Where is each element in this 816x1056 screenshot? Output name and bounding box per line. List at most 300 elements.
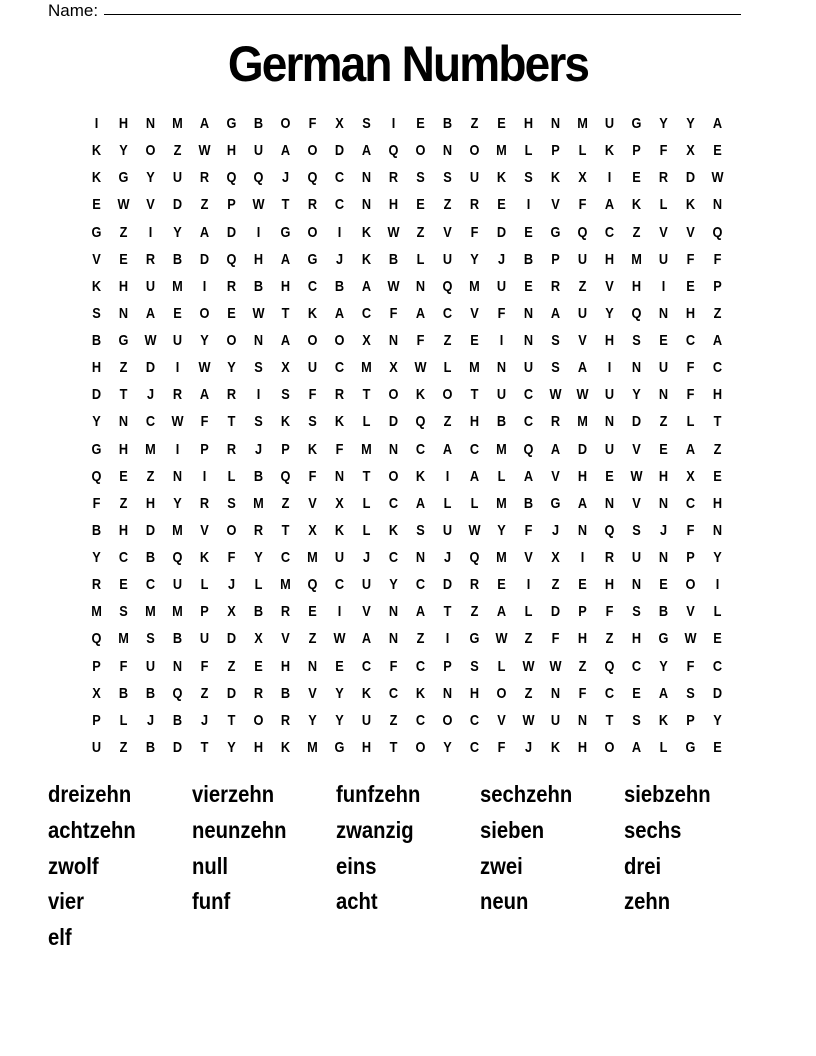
grid-letter: Q: [469, 549, 480, 567]
grid-letter: W: [522, 711, 535, 729]
grid-letter: U: [577, 304, 588, 322]
grid-letter: K: [415, 386, 426, 404]
grid-letter: B: [172, 250, 183, 268]
grid-letter: G: [118, 332, 129, 350]
grid-letter: R: [91, 576, 102, 594]
grid-letter: M: [469, 277, 480, 295]
grid-letter: X: [551, 549, 560, 567]
grid-letter: P: [92, 657, 101, 675]
grid-letter: U: [172, 332, 183, 350]
grid-letter: I: [715, 576, 720, 594]
grid-letter: I: [445, 630, 450, 648]
grid-letter: I: [337, 603, 342, 621]
grid-letter: L: [119, 711, 128, 729]
grid-letter: X: [335, 115, 344, 133]
grid-letter: A: [577, 359, 588, 377]
word-list-item: zwei: [480, 852, 523, 879]
grid-letter: Z: [713, 440, 722, 458]
word-list-item: vier: [48, 888, 85, 915]
grid-letter: B: [523, 494, 534, 512]
grid-letter: E: [713, 467, 722, 485]
grid-letter: E: [713, 738, 722, 756]
grid-letter: O: [415, 142, 426, 160]
grid-letter: D: [145, 521, 156, 539]
grid-letter: Z: [173, 142, 182, 160]
grid-letter: O: [685, 576, 696, 594]
grid-letter: T: [200, 738, 209, 756]
grid-letter: K: [91, 277, 102, 295]
grid-letter: E: [470, 332, 479, 350]
grid-letter: H: [523, 115, 534, 133]
grid-letter: S: [551, 359, 560, 377]
word-list-item: dreizehn: [48, 781, 132, 807]
grid-letter: S: [632, 332, 641, 350]
grid-letter: A: [442, 440, 453, 458]
grid-letter: Z: [578, 657, 587, 675]
grid-letter: Y: [227, 359, 236, 377]
grid-letter: C: [523, 413, 534, 431]
grid-letter: K: [334, 521, 345, 539]
grid-letter: N: [388, 603, 399, 621]
grid-letter: U: [496, 386, 507, 404]
grid-letter: F: [470, 223, 479, 241]
grid-letter: O: [334, 332, 345, 350]
grid-letter: N: [118, 413, 129, 431]
grid-letter: W: [387, 223, 400, 241]
grid-letter: Y: [713, 549, 722, 567]
grid-letter: A: [199, 223, 210, 241]
grid-letter: H: [604, 332, 615, 350]
grid-letter: N: [388, 630, 399, 648]
grid-letter: Q: [226, 250, 237, 268]
grid-letter: Y: [119, 142, 128, 160]
grid-letter: K: [415, 467, 426, 485]
word-list-item: zwolf: [48, 852, 99, 879]
grid-letter: Y: [605, 304, 614, 322]
grid-letter: L: [497, 467, 506, 485]
grid-letter: Z: [443, 332, 452, 350]
grid-letter: Z: [632, 223, 641, 241]
grid-letter: R: [145, 250, 156, 268]
grid-letter: N: [712, 196, 723, 214]
word-list-item: funf: [192, 888, 231, 915]
grid-letter: N: [442, 142, 453, 160]
grid-letter: V: [92, 250, 101, 268]
grid-letter: F: [578, 196, 587, 214]
grid-letter: B: [145, 684, 156, 702]
word-list-item: drei: [624, 852, 662, 879]
grid-letter: A: [550, 440, 561, 458]
grid-letter: N: [415, 549, 426, 567]
grid-letter: R: [253, 684, 264, 702]
grid-letter: O: [442, 386, 453, 404]
grid-letter: Y: [308, 711, 317, 729]
grid-letter: G: [685, 738, 696, 756]
grid-letter: I: [607, 359, 612, 377]
grid-letter: F: [686, 521, 695, 539]
grid-letter: L: [713, 603, 722, 621]
grid-letter: U: [172, 169, 183, 187]
grid-letter: L: [416, 250, 425, 268]
grid-letter: N: [523, 304, 534, 322]
grid-letter: A: [658, 684, 669, 702]
grid-letter: E: [659, 440, 668, 458]
grid-letter: Q: [577, 223, 588, 241]
grid-letter: G: [658, 630, 669, 648]
grid-letter: P: [713, 277, 722, 295]
grid-letter: W: [549, 386, 562, 404]
grid-letter: B: [253, 467, 264, 485]
grid-letter: K: [91, 142, 102, 160]
grid-letter: R: [469, 196, 480, 214]
grid-letter: N: [307, 657, 318, 675]
grid-letter: F: [686, 657, 695, 675]
grid-letter: M: [496, 440, 507, 458]
grid-letter: C: [631, 657, 642, 675]
grid-letter: R: [280, 603, 291, 621]
grid-letter: E: [308, 603, 317, 621]
grid-letter: I: [256, 386, 261, 404]
grid-letter: C: [469, 738, 480, 756]
grid-letter: I: [202, 467, 207, 485]
grid-letter: O: [388, 386, 399, 404]
grid-letter: R: [334, 386, 345, 404]
letter-grid: [83, 110, 731, 761]
grid-letter: H: [712, 386, 723, 404]
grid-letter: C: [334, 196, 345, 214]
grid-letter: V: [497, 711, 506, 729]
grid-letter: L: [254, 576, 263, 594]
grid-letter: W: [414, 359, 427, 377]
grid-letter: J: [335, 250, 344, 268]
grid-letter: V: [659, 223, 668, 241]
grid-letter: U: [253, 142, 264, 160]
grid-letter: H: [280, 657, 291, 675]
grid-letter: F: [551, 630, 560, 648]
grid-letter: J: [200, 711, 209, 729]
grid-letter: S: [119, 603, 128, 621]
grid-letter: P: [281, 440, 290, 458]
grid-letter: U: [658, 359, 669, 377]
grid-letter: T: [443, 603, 452, 621]
grid-letter: I: [661, 277, 666, 295]
word-list-item: sechzehn: [480, 781, 573, 807]
grid-letter: N: [550, 684, 561, 702]
grid-letter: R: [550, 277, 561, 295]
grid-letter: M: [361, 440, 372, 458]
grid-letter: F: [686, 386, 695, 404]
grid-letter: Y: [335, 711, 344, 729]
grid-letter: E: [173, 304, 182, 322]
grid-letter: V: [200, 521, 209, 539]
grid-letter: A: [361, 630, 372, 648]
grid-letter: M: [307, 549, 318, 567]
grid-letter: O: [442, 711, 453, 729]
grid-letter: Z: [308, 630, 317, 648]
grid-letter: G: [550, 494, 561, 512]
grid-letter: G: [334, 738, 345, 756]
grid-letter: F: [578, 684, 587, 702]
grid-letter: E: [254, 657, 263, 675]
grid-letter: U: [334, 549, 345, 567]
grid-letter: E: [497, 115, 506, 133]
grid-letter: D: [91, 386, 102, 404]
grid-letter: T: [281, 304, 290, 322]
grid-letter: L: [524, 142, 533, 160]
grid-letter: R: [550, 413, 561, 431]
grid-letter: M: [172, 277, 183, 295]
grid-letter: B: [496, 413, 507, 431]
grid-letter: F: [416, 332, 425, 350]
grid-letter: B: [91, 332, 102, 350]
grid-letter: E: [659, 332, 668, 350]
grid-letter: K: [685, 196, 696, 214]
grid-letter: Y: [173, 223, 182, 241]
grid-letter: Z: [443, 196, 452, 214]
grid-letter: T: [389, 738, 398, 756]
word-list-item: eins: [336, 852, 377, 879]
grid-letter: X: [227, 603, 236, 621]
grid-letter: A: [145, 304, 156, 322]
grid-letter: S: [92, 304, 101, 322]
grid-letter: J: [443, 549, 452, 567]
grid-letter: M: [145, 440, 156, 458]
grid-letter: J: [362, 549, 371, 567]
grid-letter: B: [658, 603, 669, 621]
grid-letter: Q: [307, 576, 318, 594]
grid-letter: J: [497, 250, 506, 268]
grid-letter: A: [361, 277, 372, 295]
grid-letter: L: [443, 359, 452, 377]
grid-letter: H: [577, 630, 588, 648]
grid-letter: C: [604, 223, 615, 241]
grid-letter: N: [577, 521, 588, 539]
grid-letter: Q: [712, 223, 723, 241]
grid-letter: R: [226, 440, 237, 458]
grid-letter: V: [578, 332, 587, 350]
grid-letter: M: [145, 603, 156, 621]
grid-letter: B: [388, 250, 399, 268]
grid-letter: U: [91, 738, 102, 756]
grid-letter: X: [308, 521, 317, 539]
grid-letter: N: [577, 711, 588, 729]
grid-letter: M: [631, 250, 642, 268]
grid-letter: Z: [416, 223, 425, 241]
grid-letter: T: [362, 386, 371, 404]
grid-letter: V: [308, 494, 317, 512]
grid-letter: O: [496, 684, 507, 702]
grid-letter: Y: [659, 115, 668, 133]
grid-letter: I: [526, 196, 531, 214]
grid-letter: Z: [389, 711, 398, 729]
grid-letter: D: [577, 440, 588, 458]
grid-letter: V: [605, 277, 614, 295]
grid-letter: Y: [443, 738, 452, 756]
grid-letter: E: [713, 630, 722, 648]
grid-letter: Z: [416, 630, 425, 648]
grid-letter: E: [497, 576, 506, 594]
grid-letter: N: [334, 467, 345, 485]
grid-letter: Z: [227, 657, 236, 675]
grid-letter: C: [415, 657, 426, 675]
grid-letter: G: [280, 223, 291, 241]
grid-letter: U: [442, 250, 453, 268]
grid-letter: D: [172, 738, 183, 756]
grid-letter: V: [281, 630, 290, 648]
grid-letter: E: [416, 115, 425, 133]
grid-letter: Z: [470, 115, 479, 133]
grid-letter: Q: [604, 521, 615, 539]
grid-letter: C: [388, 549, 399, 567]
grid-letter: B: [280, 684, 291, 702]
grid-letter: E: [227, 304, 236, 322]
grid-letter: Q: [415, 413, 426, 431]
grid-letter: N: [712, 521, 723, 539]
grid-letter: I: [202, 277, 207, 295]
word-list-item: sechs: [624, 816, 682, 843]
word-list-item: neun: [480, 888, 529, 915]
grid-letter: S: [632, 711, 641, 729]
word-list-item: zehn: [624, 888, 671, 915]
grid-letter: S: [362, 115, 371, 133]
grid-letter: O: [307, 332, 318, 350]
grid-letter: F: [119, 657, 128, 675]
grid-letter: V: [524, 549, 533, 567]
grid-letter: V: [470, 304, 479, 322]
grid-letter: L: [524, 603, 533, 621]
grid-letter: P: [551, 250, 560, 268]
grid-letter: N: [631, 359, 642, 377]
grid-letter: T: [227, 413, 236, 431]
grid-letter: D: [631, 413, 642, 431]
grid-letter: P: [578, 603, 587, 621]
grid-letter: C: [415, 711, 426, 729]
grid-letter: C: [685, 332, 696, 350]
grid-letter: N: [172, 467, 183, 485]
grid-letter: N: [361, 196, 372, 214]
grid-letter: Y: [335, 684, 344, 702]
word-list-item: siebzehn: [624, 781, 711, 807]
grid-letter: R: [658, 169, 669, 187]
page-title: German Numbers: [227, 36, 589, 92]
word-list: [48, 777, 768, 956]
grid-letter: V: [686, 603, 695, 621]
grid-letter: C: [388, 494, 399, 512]
grid-letter: J: [551, 521, 560, 539]
grid-letter: F: [227, 549, 236, 567]
grid-letter: T: [281, 521, 290, 539]
grid-letter: C: [280, 549, 291, 567]
grid-letter: L: [659, 738, 668, 756]
grid-letter: A: [631, 738, 642, 756]
grid-letter: Y: [389, 576, 398, 594]
grid-letter: K: [658, 711, 669, 729]
grid-letter: K: [415, 684, 426, 702]
grid-letter: A: [415, 304, 426, 322]
grid-letter: X: [578, 169, 587, 187]
grid-letter: A: [415, 603, 426, 621]
grid-letter: F: [686, 250, 695, 268]
grid-letter: Y: [200, 332, 209, 350]
grid-letter: E: [524, 277, 533, 295]
grid-letter: H: [631, 277, 642, 295]
grid-letter: S: [551, 332, 560, 350]
grid-letter: B: [145, 549, 156, 567]
grid-letter: Z: [605, 630, 614, 648]
grid-letter: E: [92, 196, 101, 214]
grid-letter: D: [226, 223, 237, 241]
grid-letter: C: [685, 494, 696, 512]
grid-letter: X: [254, 630, 263, 648]
grid-letter: B: [523, 250, 534, 268]
grid-letter: T: [605, 711, 614, 729]
grid-letter: S: [146, 630, 155, 648]
word-list-item: vierzehn: [192, 781, 275, 807]
grid-letter: N: [361, 169, 372, 187]
grid-letter: C: [145, 576, 156, 594]
grid-letter: B: [172, 630, 183, 648]
grid-letter: F: [308, 115, 317, 133]
grid-letter: M: [469, 359, 480, 377]
grid-letter: E: [659, 576, 668, 594]
grid-letter: F: [200, 657, 209, 675]
grid-letter: B: [253, 115, 264, 133]
grid-letter: S: [227, 494, 236, 512]
grid-letter: S: [470, 657, 479, 675]
grid-letter: H: [226, 142, 237, 160]
grid-letter: V: [551, 196, 560, 214]
grid-letter: L: [227, 467, 236, 485]
grid-letter: V: [551, 467, 560, 485]
grid-letter: G: [91, 223, 102, 241]
grid-letter: Y: [470, 250, 479, 268]
grid-letter: D: [172, 196, 183, 214]
grid-letter: M: [172, 521, 183, 539]
grid-letter: R: [199, 494, 210, 512]
grid-letter: D: [496, 223, 507, 241]
grid-letter: W: [252, 304, 265, 322]
grid-letter: I: [175, 440, 180, 458]
grid-letter: C: [442, 304, 453, 322]
grid-letter: G: [469, 630, 480, 648]
grid-letter: E: [416, 196, 425, 214]
grid-letter: H: [253, 738, 264, 756]
grid-letter: H: [91, 359, 102, 377]
grid-letter: C: [712, 657, 723, 675]
grid-letter: Y: [497, 521, 506, 539]
grid-letter: U: [523, 359, 534, 377]
grid-letter: I: [256, 223, 261, 241]
grid-letter: A: [604, 196, 615, 214]
grid-letter: F: [389, 657, 398, 675]
grid-letter: Y: [713, 711, 722, 729]
grid-letter: B: [118, 684, 129, 702]
grid-letter: M: [577, 413, 588, 431]
word-list-item: acht: [336, 888, 378, 915]
grid-letter: E: [578, 576, 587, 594]
grid-letter: X: [389, 359, 398, 377]
grid-letter: L: [200, 576, 209, 594]
grid-letter: W: [198, 142, 211, 160]
grid-letter: V: [146, 196, 155, 214]
grid-letter: T: [362, 467, 371, 485]
grid-letter: H: [658, 467, 669, 485]
name-label: Name:: [48, 1, 99, 20]
grid-letter: F: [686, 359, 695, 377]
grid-letter: V: [632, 440, 641, 458]
grid-letter: Q: [280, 467, 291, 485]
grid-letter: A: [334, 304, 345, 322]
